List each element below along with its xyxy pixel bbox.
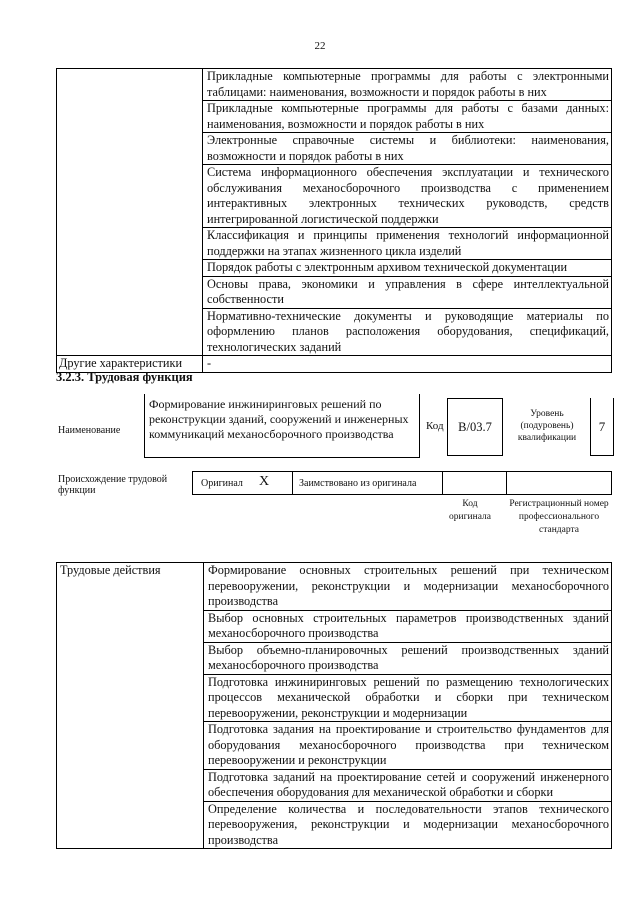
divider xyxy=(442,471,443,495)
divider xyxy=(506,471,507,495)
level-value: 7 xyxy=(590,398,614,456)
labor-actions-table xyxy=(56,562,612,849)
labor-actions-label: Трудовые действия xyxy=(57,563,204,849)
table-cell: Определение количества и последовательности этапов технического перевооружения, реконструкции и модернизации механосборочного производства xyxy=(204,801,612,849)
divider xyxy=(292,471,293,495)
table-cell: Система информационного обеспечения эксплуатации и технического обслуживания механосборочного производства с применением интерактивных электронных технических руководств, средств интегрированной логистической поддержки xyxy=(203,165,612,228)
level-label: Уровень (подуровень) квалификации xyxy=(517,409,577,443)
code-original-caption: Код оригинала xyxy=(449,499,491,522)
table-cell: Подготовка задания на проектирование и строительство фундаментов для оборудования механосборочного производства при техническом перевооружении и реконструкции xyxy=(204,722,612,770)
table-cell: Прикладные компьютерные программы для работы с базами данных: наименования, возможности и порядок работы в них xyxy=(203,101,612,133)
table-cell: Выбор объемно-планировочных решений производственных зданий механосборочного производства xyxy=(204,642,612,674)
table-cell: Подготовка инжиниринговых решений по размещению технологических процессов механической обработки и сборки при техническом перевооружении, реконструкции и модернизации xyxy=(204,674,612,722)
table-row xyxy=(57,69,612,101)
table-cell: Подготовка заданий на проектирование сетей и сооружений инженерного обеспечения оборудования для механической обработки и сборки xyxy=(204,769,612,801)
origin-label: Происхождение трудовой функции xyxy=(58,474,168,496)
other-characteristics-label: Другие характеристики xyxy=(57,356,203,373)
code-label: Код xyxy=(426,420,444,432)
table-cell: Порядок работы с электронным архивом технической документации xyxy=(203,260,612,277)
table-row xyxy=(57,563,612,611)
original-label: Оригинал xyxy=(201,478,243,489)
table-row-label-empty xyxy=(57,69,203,356)
knowledge-table xyxy=(56,68,612,373)
table-cell: Формирование основных строительных решений при техническом перевооружении, реконструкции и модернизации механосборочного производства xyxy=(204,563,612,611)
other-characteristics-value: - xyxy=(203,356,612,373)
page-number: 22 xyxy=(314,40,326,52)
table-cell: Выбор основных строительных параметров производственных зданий механосборочного производства xyxy=(204,610,612,642)
table-cell: Нормативно-технические документы и руководящие материалы по оформлению планов расположения оборудования, спецификаций, технологических заданий xyxy=(203,308,612,356)
borrowed-label: Заимствовано из оригинала xyxy=(299,478,417,489)
table-cell: Классификация и принципы применения технологий информационной поддержки на этапах жизненного цикла изделий xyxy=(203,228,612,260)
name-value: Формирование инжиниринговых решений по реконструкции зданий, сооружений и инженерных коммуникаций механосборочного производства xyxy=(144,394,420,458)
code-value: B/03.7 xyxy=(447,398,503,456)
table-cell: Электронные справочные системы и библиотеки: наименования, возможности и порядок работы в них xyxy=(203,133,612,165)
reg-number-caption: Регистрационный номер профессионального стандарта xyxy=(509,499,609,535)
original-mark: X xyxy=(259,474,270,489)
table-cell: Основы права, экономики и управления в сфере интеллектуальной собственности xyxy=(203,276,612,308)
table-cell: Прикладные компьютерные программы для работы с электронными таблицами: наименования, возможности и порядок работы в них xyxy=(203,69,612,101)
origin-row xyxy=(192,471,612,495)
section-title: 3.2.3. Трудовая функция xyxy=(56,370,193,384)
name-label: Наименование xyxy=(58,425,121,436)
